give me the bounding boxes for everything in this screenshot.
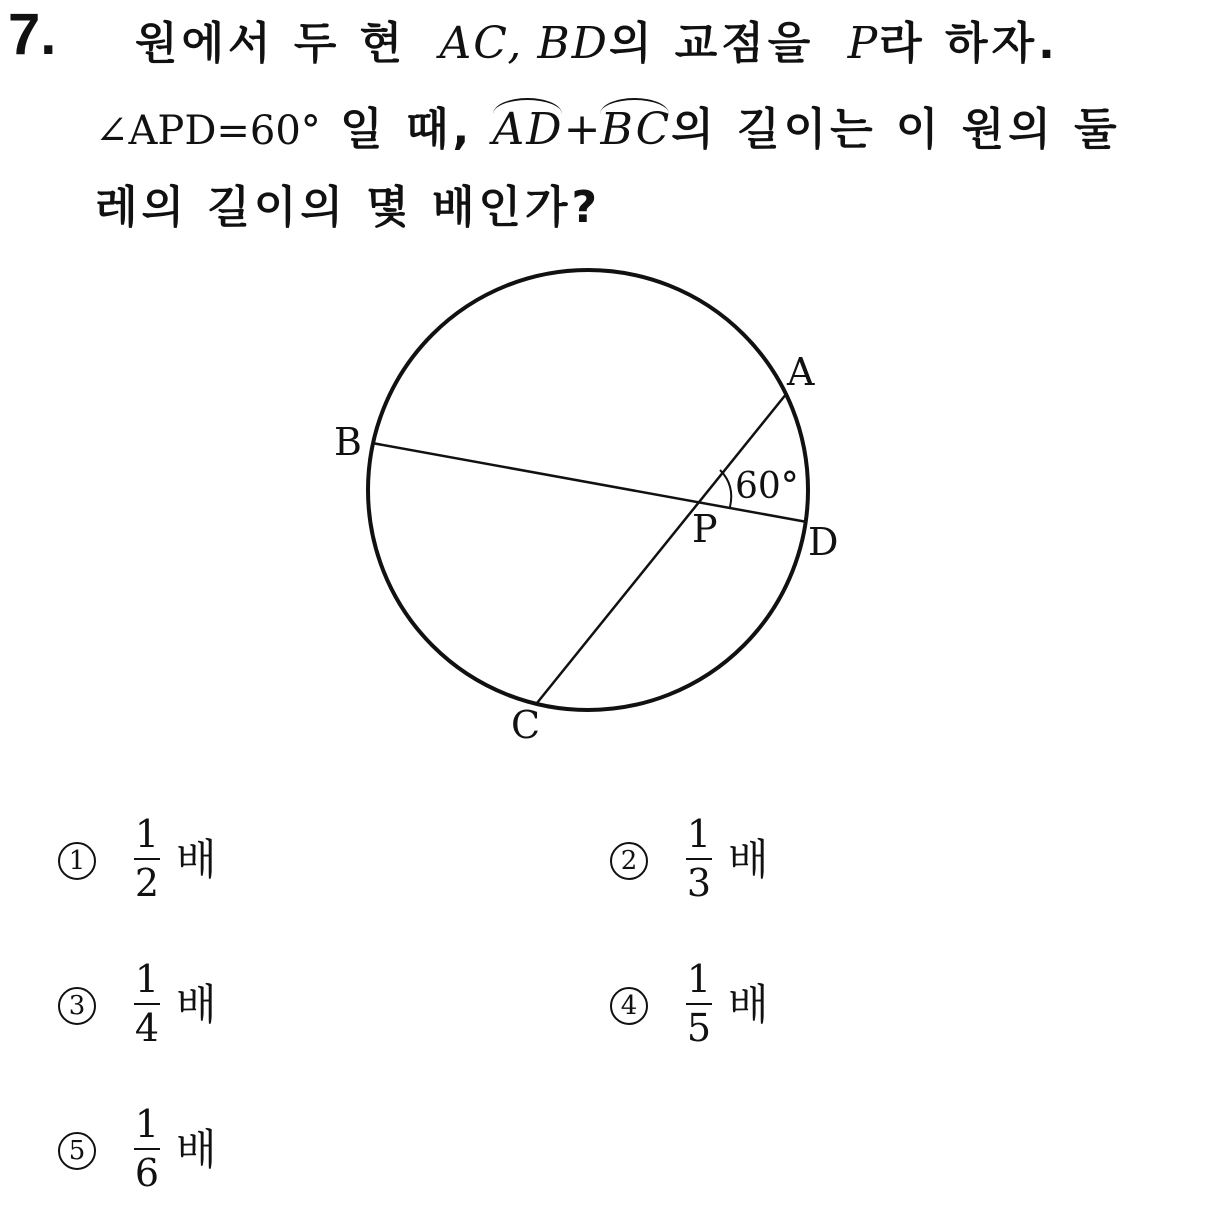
angle-expression: ∠APD=60° <box>95 108 321 154</box>
question-text-3: 레의 길이의 몇 배인가? <box>95 182 602 233</box>
question-text-1c: 라 하자. <box>879 18 1059 69</box>
choice-marker: 3 <box>58 987 96 1025</box>
choice-fraction <box>684 812 714 906</box>
question-number: 7. <box>8 2 57 67</box>
choice-fraction <box>132 812 162 906</box>
label-d: D <box>808 520 839 564</box>
choice-fraction <box>132 1102 162 1196</box>
denominator: 4 <box>134 1006 160 1050</box>
numerator: 1 <box>134 957 160 1001</box>
question-text-1b: 의 교점을 <box>608 18 815 69</box>
point-p: P <box>847 18 880 69</box>
numerator: 1 <box>134 1102 160 1146</box>
choice-marker: 2 <box>610 842 648 880</box>
choice-fraction <box>684 957 714 1051</box>
label-p: P <box>692 507 718 551</box>
denominator: 2 <box>134 861 160 905</box>
denominator: 6 <box>134 1151 160 1195</box>
arc-bc: BC <box>600 100 671 160</box>
angle-label: 60° <box>735 466 799 507</box>
label-a: A <box>787 350 815 394</box>
label-b: B <box>334 420 362 464</box>
chord-ac-line <box>537 393 787 703</box>
choice-marker: 1 <box>58 842 96 880</box>
question-text-1a: 원에서 두 현 <box>135 18 407 69</box>
denominator: 5 <box>686 1006 712 1050</box>
choice-unit: 배 <box>728 980 769 1029</box>
choice-unit: 배 <box>728 835 769 884</box>
numerator: 1 <box>134 812 160 856</box>
chord-ac: AC, <box>439 18 524 69</box>
choice-fraction <box>132 957 162 1051</box>
plus-sign: + <box>563 104 601 155</box>
choice-unit: 배 <box>176 980 217 1029</box>
denominator: 3 <box>686 861 712 905</box>
question-text-2b: 의 길이는 이 원의 둘 <box>671 104 1121 155</box>
question-text-2a: 일 때, <box>340 104 474 155</box>
choice-unit: 배 <box>176 835 217 884</box>
label-c: C <box>511 703 541 747</box>
arc-ad: AD <box>493 100 564 160</box>
numerator: 1 <box>686 812 712 856</box>
choice-marker: 5 <box>58 1132 96 1170</box>
choice-unit: 배 <box>176 1125 217 1174</box>
choice-marker: 4 <box>610 987 648 1025</box>
numerator: 1 <box>686 957 712 1001</box>
chord-bd: BD <box>537 18 609 69</box>
